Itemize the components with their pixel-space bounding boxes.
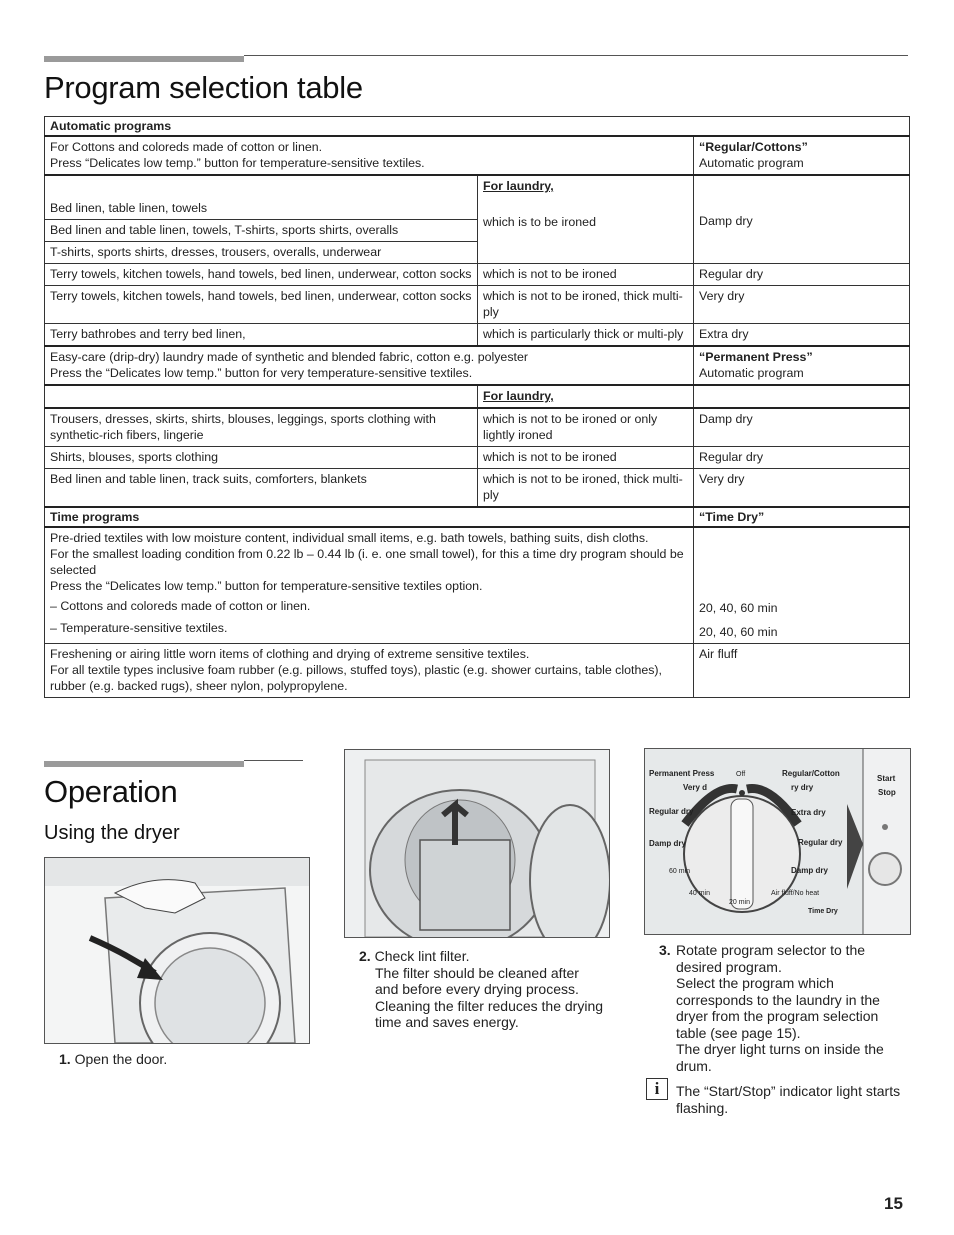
table-cell: Air fluff (694, 644, 910, 698)
table-row (45, 136, 910, 175)
table-cell: Bed linen and table linen, towels, T-shirts, sports shirts, overalls (45, 220, 478, 242)
table-cell: For laundry, (478, 385, 694, 408)
table-row (45, 264, 910, 286)
table-row (45, 324, 910, 347)
table-row (45, 286, 910, 324)
info-note: The “Start/Stop” indicator light starts flashing. (676, 1083, 901, 1116)
table-cell: For laundry, which is to be ironed (478, 175, 694, 264)
table-cell: Pre-dried textiles with low moisture content, individual small items, e.g. bath towels, bathing suits, dish cloths. For the smallest loading condition from 0.22 lb – 0.44 lb (i. e. one small towel), for this a time dry program should be selected Press the “Delicates low temp.” button for temperature-sensitive textiles option. – Cottons and coloreds made of cotton or linen. – Temperature-sensitive textiles. (45, 527, 694, 644)
dial-regular-dry-left-label: Regular dry (649, 807, 694, 816)
table-cell: Regular dry (694, 264, 910, 286)
dial-air-fluff-label: Air fluff/No heat (771, 890, 820, 897)
info-icon: i (646, 1078, 668, 1100)
dial-very-dry-left-label: Very d (683, 783, 708, 792)
table-cell: Extra dry (694, 324, 910, 347)
automatic-programs-header: Automatic programs (45, 117, 910, 137)
dial-very-dry-right-label: ry dry (791, 783, 814, 792)
table-cell: 20, 40, 60 min 20, 40, 60 min (694, 527, 910, 644)
time-programs-header: Time programs (45, 507, 694, 527)
table-cell: Damp dry (694, 175, 910, 264)
table-cell: Bed linen and table linen, track suits, comforters, blankets (45, 469, 478, 508)
table-cell: Terry towels, kitchen towels, hand towels, bed linen, underwear, cotton socks (45, 264, 478, 286)
program-selector-illustration (644, 748, 911, 935)
table-cell (45, 385, 478, 408)
table-cell: Very dry (694, 469, 910, 508)
program-dial-image (645, 749, 910, 934)
table-row (45, 346, 910, 385)
dial-regular-dry-right-label: Regular dry (798, 838, 843, 847)
table-cell: “Permanent Press” Automatic program (694, 346, 910, 385)
dial-regular-cotton-label: Regular/Cotton (782, 769, 840, 778)
program-selection-table (44, 116, 910, 698)
table-cell: For Cottons and coloreds made of cotton or linen. Press “Delicates low temp.” button for temperature-sensitive textiles. (45, 136, 694, 175)
dial-off-label: Off (736, 771, 746, 778)
dial-permanent-press-label: Permanent Press (649, 769, 715, 778)
title-accent-bar (44, 56, 244, 62)
table-row (45, 447, 910, 469)
table-row (45, 408, 910, 447)
table-cell: which is particularly thick or multi-ply (478, 324, 694, 347)
dial-extra-dry-label: Extra dry (791, 808, 826, 817)
section-title: Operation (44, 774, 178, 809)
table-row (45, 469, 910, 508)
time-dry-header: “Time Dry” (694, 507, 910, 527)
table-cell: which is not to be ironed (478, 264, 694, 286)
table-cell: which is not to be ironed, thick multi-ply (478, 469, 694, 508)
table-cell (694, 385, 910, 408)
lint-filter-illustration (344, 749, 610, 938)
dial-damp-dry-left-label: Damp dry (649, 839, 686, 848)
subsection-title: Using the dryer (44, 822, 180, 844)
table-cell: Shirts, blouses, sports clothing (45, 447, 478, 469)
dryer-door-image (45, 858, 309, 1043)
dial-60-min-label: 60 min (669, 868, 691, 875)
table-cell: T-shirts, sports shirts, dresses, trousers, overalls, underwear (45, 242, 478, 264)
start-label: Start (877, 774, 896, 783)
table-cell: Terry bathrobes and terry bed linen, (45, 324, 478, 347)
table-row (45, 507, 910, 527)
lint-filter-image (345, 750, 609, 937)
section-accent-bar (44, 761, 244, 767)
title-rule (244, 55, 908, 56)
table-cell: Easy-care (drip-dry) laundry made of synthetic and blended fabric, cotton e.g. polyester Press the “Delicates low temp.” button for very temperature-sensitive textiles. (45, 346, 694, 385)
table-cell: Trousers, dresses, skirts, shirts, blouses, leggings, sports clothing with synthetic-rich fibers, lingerie (45, 408, 478, 447)
table-row (45, 644, 910, 698)
table-cell: “Regular/Cottons” Automatic program (694, 136, 910, 175)
table-cell: which is not to be ironed, thick multi-ply (478, 286, 694, 324)
table-cell: Damp dry (694, 408, 910, 447)
page-number: 15 (884, 1194, 903, 1213)
step-2: 2. Check lint filter. The filter should be cleaned after and before every drying process. Cleaning the filter reduces the drying time and saves energy. (359, 948, 604, 1030)
step-3: 3. Rotate program selector to the desired program. Select the program which corresponds to the laundry in the dryer from the program selection table (see page 15). The dryer light turns on inside the drum. (659, 942, 884, 1074)
dial-20-min-label: 20 min (729, 899, 751, 906)
table-cell: Regular dry (694, 447, 910, 469)
table-cell: which is not to be ironed or only lightly ironed (478, 408, 694, 447)
stop-label: Stop (878, 788, 896, 797)
table-row (45, 175, 910, 220)
table-cell: Freshening or airing little worn items of clothing and drying of extreme sensitive textiles. For all textile types inclusive foam rubber (e.g. pillows, stuffed toys), plastic (e.g. shower curtains, table clothes), rubber (e.g. backed rugs), sheer nylon, polypropylene. (45, 644, 694, 698)
table-cell: Bed linen, table linen, towels (45, 175, 478, 220)
table-row (45, 117, 910, 137)
section-rule (244, 760, 303, 761)
table-cell: which is not to be ironed (478, 447, 694, 469)
dial-damp-dry-right-label: Damp dry (791, 866, 828, 875)
dial-40-min-label: 40 min (689, 890, 711, 897)
page-title: Program selection table (44, 70, 363, 105)
table-row (45, 385, 910, 408)
table-cell: Terry towels, kitchen towels, hand towels, bed linen, underwear, cotton socks (45, 286, 478, 324)
table-row (45, 527, 910, 644)
table-cell: Very dry (694, 286, 910, 324)
open-door-illustration (44, 857, 310, 1044)
step-1: 1. Open the door. (59, 1051, 168, 1067)
dial-time-dry-label: Time Dry (808, 908, 838, 915)
